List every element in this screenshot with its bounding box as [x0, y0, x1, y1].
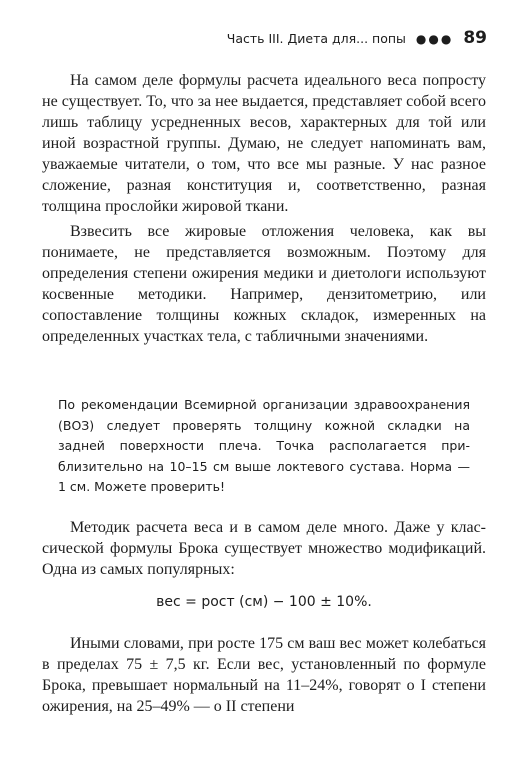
main-text: [42, 70, 486, 351]
paragraph: Иными словами, при росте 175 см ваш вес может колебаться в пределах 75 ± 7,5 кг. Если вес, установленный по формуле Брока, превышает нормальный на 11–24%, говорят о I степени ожирения, на 25–49% — о II степени: [42, 635, 486, 715]
section-title: Часть III. Диета для... попы: [226, 31, 406, 46]
sidebar-note: [58, 395, 470, 498]
paragraph: Взвесить все жировые отложения человека, как вы понимаете, не представляется возможным. Поэтому для определения степени ожирения медики и диетологи используют косвенные методики. Например, дензитометрию, или сопоставление толщины кожных складок, измеренных на определенных участках тела, с табличными значениями.: [42, 223, 486, 345]
paragraph: На самом деле формулы расчета идеального веса попросту не существует. То, что за нее выдается, представляет собой всего лишь таблицу усредненных весов, характерных для той или иной возрастной группы. Думаю, не следует напоминать вам, уважаемые читатели, о том, что все мы разные. У нас разное сложение, разная конституция и, соответственно, разная толщина прослойки жировой ткани.: [42, 72, 486, 215]
sidebar-note-text: По рекомендации Всемирной организации здравоохранения (ВОЗ) следует проверять толщину кожной складки на задней поверхности плеча. Точка располагается приблизительно на 10–15 см выше локтевого сустава. Норма — 1 см. Можете проверить!: [58, 397, 470, 494]
formula: вес = рост (см) − 100 ± 10%.: [156, 594, 372, 610]
page-number: 89: [463, 28, 487, 48]
header-dots: ●●●: [415, 32, 454, 46]
lower-text: [42, 517, 486, 721]
paragraph: Методик расчета веса и в самом деле много. Даже у классической формулы Брока существует множество модификаций. Одна из самых популярных:: [42, 519, 486, 578]
running-header: [227, 28, 487, 48]
